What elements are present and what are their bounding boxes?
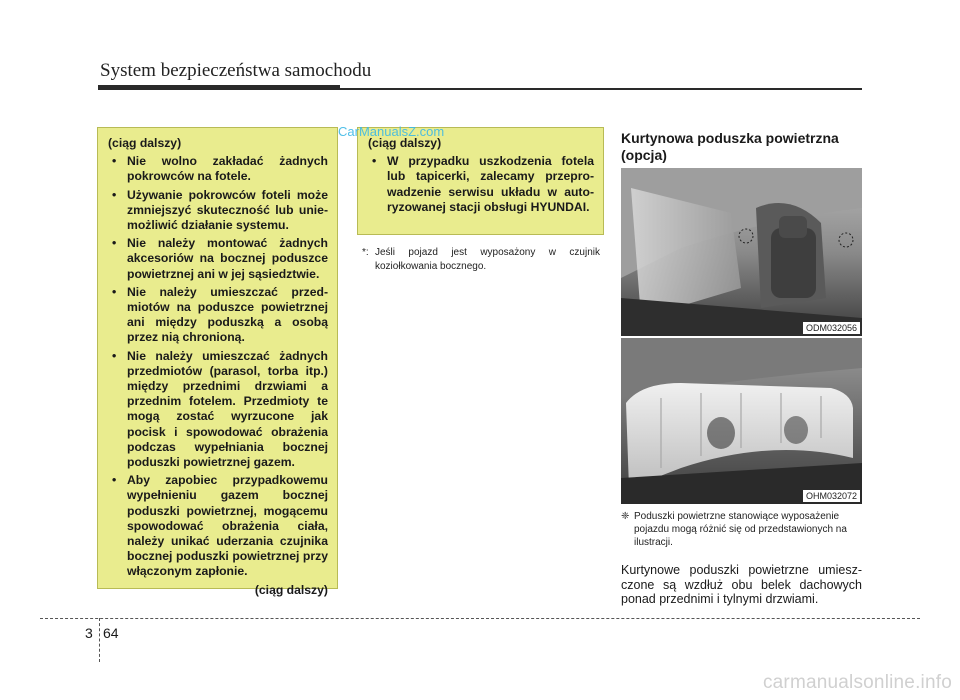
section-heading: Kurtynowa poduszka powietrzna (opcja) — [621, 130, 839, 163]
footer-vertical-divider — [99, 618, 100, 662]
footnote — [362, 246, 600, 274]
section-body-text: Kurtynowe poduszki powietrzne umieszczone są wzdłuż obu belek dachowych ponad przednimi i tylnymi drzwiami. — [621, 563, 862, 606]
warning-box-left — [97, 127, 338, 597]
warning-box-middle — [357, 127, 604, 235]
caption-text: Poduszki powietrzne stanowiące wyposażenie pojazdu mogą różnić się od przedstawionych na ilustracji. — [634, 511, 847, 548]
page-number: 64 — [103, 625, 119, 641]
interior-illustration — [621, 168, 862, 336]
photo-code-label: OHM032072 — [803, 490, 860, 502]
photo-caption — [621, 510, 861, 549]
warning-item: • Aby zapobiec przypadkowemu wypełnieniu gazem bocznej poduszki powietrznej, mogącemu spowodować obrażenia ciała, należy unikać uderzania czujnika bocznej poduszki powietrznej przy włączonym zapłonie. — [108, 473, 328, 579]
continued-label: (ciąg dalszy) — [108, 136, 182, 150]
warning-item: • Nie należy montować żadnych akcesoriów na bocznej poduszce powietrznej ani w jej sąsiedztwie. — [108, 236, 328, 282]
photo-code-label: ODM032056 — [803, 322, 860, 334]
note-symbol-icon: ❈ — [621, 511, 630, 522]
footer-divider — [40, 618, 920, 619]
watermark-link[interactable]: CarManualsZ.com — [338, 124, 445, 139]
header-rule-thick — [98, 85, 340, 90]
footnote-text: Jeśli pojazd jest wyposażony w czujnik koziołkowania bocznego. — [375, 247, 600, 272]
warning-item: • Nie należy umieszczać przedmiotów na poduszce powietrznej ani między poduszką a osobą przez nią chronioną. — [108, 285, 328, 346]
chapter-number: 3 — [85, 625, 93, 641]
warning-item: • Nie należy umieszczać żadnych przedmiotów (parasol, torba itp.) między przednimi drzwiami a przednim fotelem. Przedmioty te mogą zostać wyrzucone jak pocisk i spowodować obrażenia podczas wypełniania bocznej poduszki powietrznej gazem. — [108, 349, 328, 471]
header-rule-thin — [340, 88, 862, 90]
warning-item: • Nie wolno zakładać żadnych pokrowców na fotele. — [108, 154, 328, 184]
warning-item: • W przypadku uszkodzenia fotela lub tapicerki, zalecamy przeprowadzenie serwisu układu w autoryzowanej stacji obsługi HYUNDAI. — [368, 154, 594, 215]
continued-label-end: (ciąg dalszy) — [254, 582, 328, 597]
continued-label: (ciąg dalszy) — [368, 136, 442, 150]
warning-item: • Używanie pokrowców foteli może zmniejszyć skuteczność lub uniemożliwić działanie systemu. — [108, 188, 328, 234]
page-header-title: System bezpieczeństwa samochodu — [100, 60, 372, 81]
footer-watermark: carmanualsonline.info — [762, 672, 952, 693]
footnote-symbol: *: — [362, 247, 369, 258]
curtain-airbag-photo-deployed — [621, 338, 862, 504]
curtain-airbag-photo-interior — [621, 168, 862, 336]
deployed-airbag-illustration — [621, 338, 862, 504]
warning-list — [368, 154, 594, 215]
warning-list — [108, 154, 328, 579]
